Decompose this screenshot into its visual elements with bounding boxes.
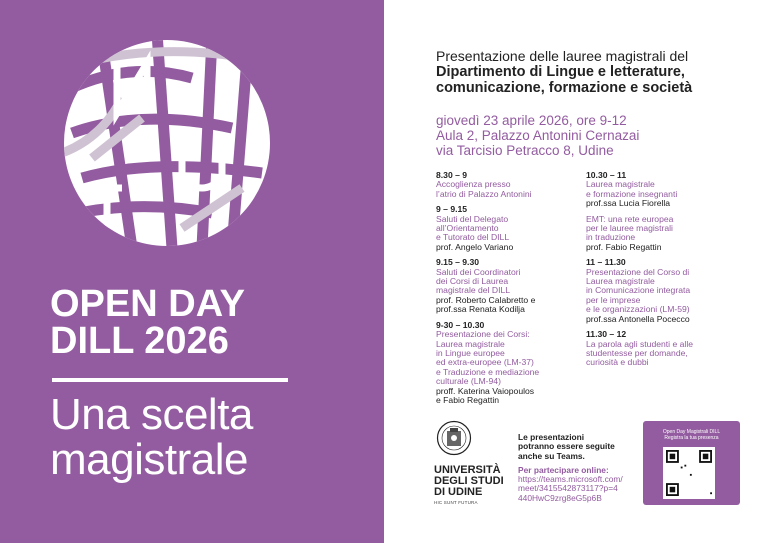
schedule-title-line: e Tutorato del DILL bbox=[436, 232, 510, 243]
schedule-item bbox=[586, 215, 756, 253]
schedule-title-line: in traduzione bbox=[586, 232, 636, 243]
event-address: via Tarcisio Petracco 8, Udine bbox=[436, 143, 614, 158]
schedule-time: 9 – 9.15 bbox=[436, 204, 468, 215]
schedule-time: 11.30 – 12 bbox=[586, 329, 627, 340]
event-date: giovedì 23 aprile 2026, ore 9-12 bbox=[436, 113, 627, 128]
schedule-title-line: l’atrio di Palazzo Antonini bbox=[436, 188, 532, 199]
university-motto: HIC SUNT FUTURA bbox=[434, 500, 478, 505]
letter-sphere-logo bbox=[62, 38, 272, 248]
event-subtitle-line-2: magistrale bbox=[50, 435, 248, 484]
intro-text: Presentazione delle lauree magistrali del bbox=[436, 48, 689, 64]
schedule-item bbox=[436, 171, 576, 199]
schedule-title-line: Laurea magistrale bbox=[586, 179, 655, 190]
schedule-time: 11 – 11.30 bbox=[586, 257, 626, 268]
schedule-title-line: curiosità e dubbi bbox=[586, 357, 649, 368]
schedule-title-line: Saluti dei Coordinatori bbox=[436, 266, 521, 277]
schedule-speaker: prof.ssa Renata Kodilja bbox=[436, 304, 525, 315]
schedule-title-line: La parola agli studenti e alle bbox=[586, 338, 694, 349]
title-divider bbox=[52, 378, 288, 382]
teams-link-line-3[interactable]: 440HwC9zrg8eG5p6B bbox=[518, 492, 602, 503]
schedule-title-line: EMT: una rete europea bbox=[586, 213, 674, 224]
university-crest-icon bbox=[436, 420, 472, 456]
teams-prompt: Per partecipare online: bbox=[518, 464, 609, 475]
schedule-time: 9-30 – 10.30 bbox=[436, 319, 485, 330]
event-title bbox=[50, 283, 370, 362]
schedule-item bbox=[586, 330, 756, 368]
schedule-item bbox=[436, 321, 576, 406]
university-name-line-3: DI UDINE bbox=[434, 486, 483, 498]
schedule-item bbox=[436, 258, 576, 314]
schedule-title-line: Presentazione dei Corsi: bbox=[436, 329, 530, 340]
schedule-time: 8.30 – 9 bbox=[436, 170, 468, 180]
university-name-line-1: UNIVERSITÀ bbox=[434, 464, 501, 476]
schedule-title-line: studentesse per domande, bbox=[586, 347, 688, 358]
schedule-title-line: Laurea magistrale bbox=[436, 338, 505, 349]
university-name bbox=[434, 465, 514, 498]
schedule-speaker: e Fabio Regattin bbox=[436, 394, 500, 405]
schedule-title-line: Presentazione del Corso di bbox=[586, 266, 690, 277]
schedule-title-line: Accoglienza presso bbox=[436, 179, 511, 190]
schedule-item bbox=[586, 258, 756, 324]
schedule-title-line: culturale (LM-94) bbox=[436, 376, 501, 387]
teams-line-2: potranno essere seguite bbox=[518, 441, 615, 452]
schedule-title-line: e formazione insegnanti bbox=[586, 188, 678, 199]
schedule-speaker: prof. Fabio Regattin bbox=[586, 241, 662, 252]
schedule-title-line: all’Orientamento bbox=[436, 223, 499, 234]
schedule-title-line: per le lauree magistrali bbox=[586, 223, 673, 234]
schedule-title-line: magistrale del DILL bbox=[436, 285, 511, 296]
event-subtitle bbox=[50, 392, 370, 482]
schedule-time: 10.30 – 11 bbox=[586, 170, 627, 180]
event-room: Aula 2, Palazzo Antonini Cernazai bbox=[436, 128, 640, 143]
registration-qr-box[interactable] bbox=[643, 421, 740, 505]
schedule-speaker: prof.ssa Lucia Fiorella bbox=[586, 198, 671, 209]
program-column-1 bbox=[436, 171, 576, 411]
qr-title: Open Day Magistrali DILL bbox=[662, 429, 721, 435]
department-line-2: comunicazione, formazione e società bbox=[436, 80, 693, 96]
event-title-line-1: OPEN DAY bbox=[50, 283, 245, 325]
department-name bbox=[436, 64, 756, 96]
schedule-title-line: Laurea magistrale bbox=[586, 276, 655, 287]
right-panel bbox=[384, 0, 768, 543]
event-subtitle-line-1: Una scelta bbox=[50, 390, 253, 439]
university-name-line-2: DEGLI STUDI bbox=[434, 475, 504, 487]
schedule-item bbox=[436, 205, 576, 252]
event-details bbox=[436, 113, 756, 158]
schedule-speaker: prof. Roberto Calabretto e bbox=[436, 294, 536, 305]
schedule-title-line: per le imprese bbox=[586, 294, 641, 305]
schedule-item bbox=[586, 171, 756, 209]
event-title-line-2: DILL 2026 bbox=[50, 320, 229, 362]
teams-line-3: anche su Teams. bbox=[518, 450, 585, 461]
teams-link-line-2[interactable]: meet/3415542873117?p=4 bbox=[518, 483, 618, 494]
university-logo bbox=[434, 420, 514, 505]
qr-subtitle: Registra la tua presenza bbox=[664, 435, 719, 441]
teams-info bbox=[518, 433, 644, 503]
schedule-title-line: e le organizzazioni (LM-59) bbox=[586, 304, 690, 315]
schedule-title-line: dei Corsi di Laurea bbox=[436, 276, 509, 287]
schedule-title-line: Saluti del Delegato bbox=[436, 213, 509, 224]
schedule-speaker: prof.ssa Antonella Pocecco bbox=[586, 313, 690, 324]
teams-link-line-1[interactable]: https://teams.microsoft.com/ bbox=[518, 474, 623, 485]
schedule-time: 9.15 – 9.30 bbox=[436, 257, 480, 268]
schedule-title-line: ed extra-europee (LM-37) bbox=[436, 357, 534, 368]
teams-line-1: Le presentazioni bbox=[518, 432, 585, 442]
schedule-title-line: e Traduzione e mediazione bbox=[436, 366, 540, 377]
schedule-speaker: proff. Katerina Vaiopoulos bbox=[436, 385, 535, 396]
schedule-title-line: in Lingue europee bbox=[436, 347, 505, 358]
qr-code-icon[interactable] bbox=[663, 447, 715, 499]
department-line-1: Dipartimento di Lingue e letterature, bbox=[436, 64, 685, 80]
schedule-speaker: prof. Angelo Variano bbox=[436, 241, 514, 252]
program-column-2 bbox=[586, 171, 756, 374]
schedule-title-line: in Comunicazione integrata bbox=[586, 285, 691, 296]
